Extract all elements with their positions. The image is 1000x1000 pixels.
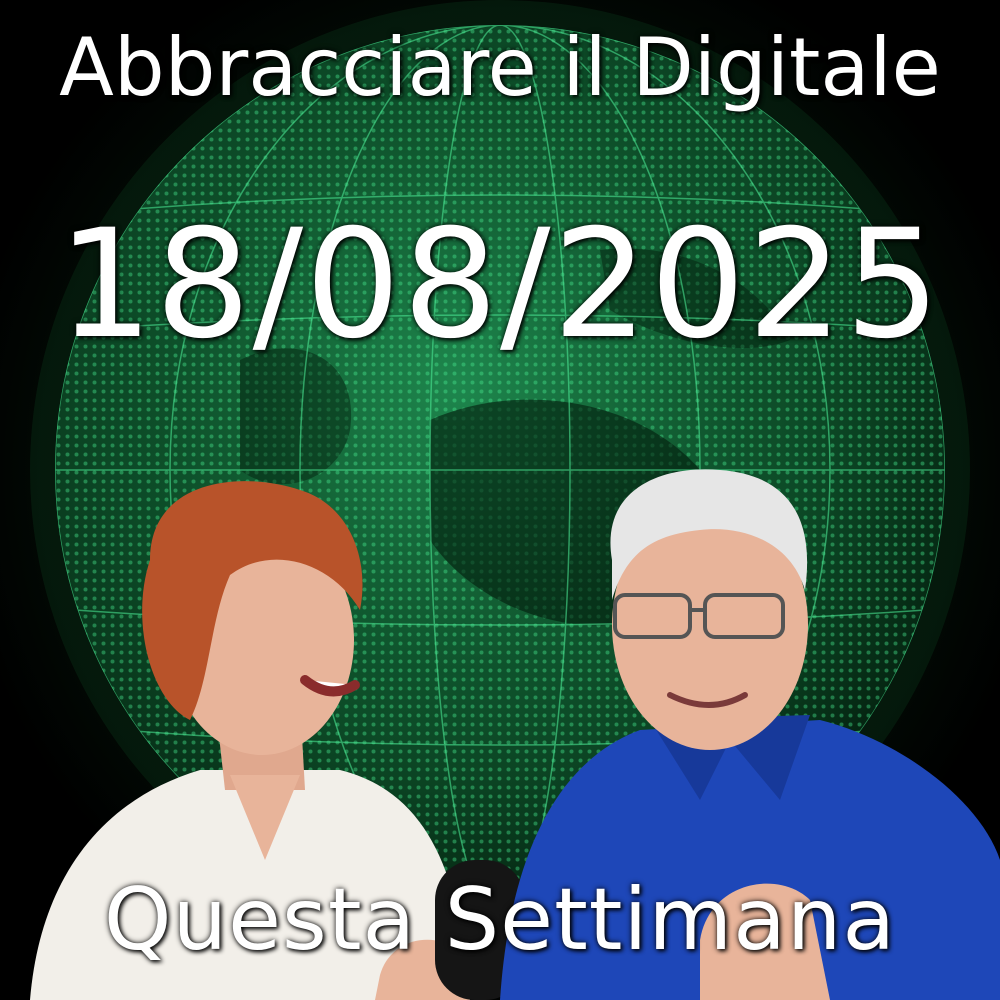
episode-subtitle: Questa Settimana [103,870,897,970]
podcast-title: Abbracciare il Digitale [59,21,941,114]
episode-date: 18/08/2025 [57,198,943,372]
